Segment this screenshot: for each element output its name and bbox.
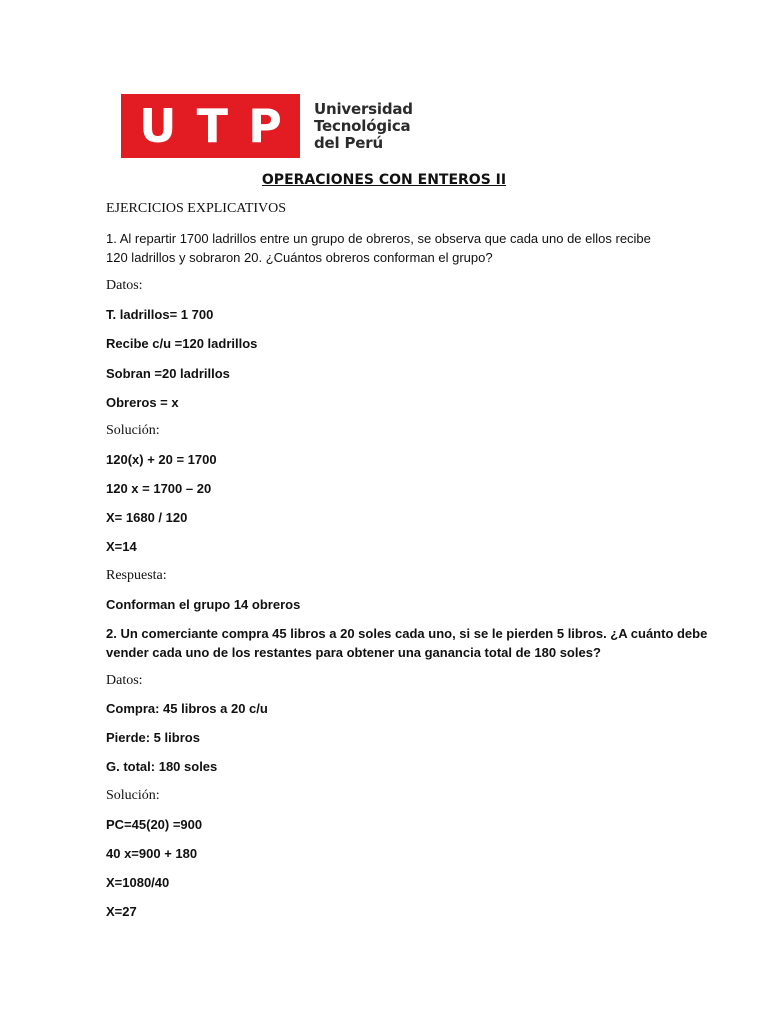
problem2-statement-line-2: vender cada uno de los restantes para obtener una ganancia total de 180 soles? [106,645,601,660]
problem2-solucion-label: Solución: [106,788,160,803]
logo-letter-t: T [196,99,228,153]
logo-letter-p: P [248,99,282,153]
problem1-solucion-label: Solución: [106,423,160,438]
problem2-solucion-step-2: 40 x=900 + 180 [106,846,198,861]
problem2-statement-line-1: 2. Un comerciante compra 45 libros a 20 soles cada uno, si se le pierden 5 libros. ¿A cuánto debe [106,626,708,641]
problem1-solucion-step-2: 120 x = 1700 – 20 [106,481,212,496]
problem1-datos-label: Datos: [106,278,143,293]
problem1-dato-3: Sobran =20 ladrillos [106,366,230,381]
university-name-line-3: del Perú [314,133,383,152]
problem2-dato-3: G. total: 180 soles [106,759,218,774]
problem2-datos-label: Datos: [106,673,143,688]
problem2-dato-1: Compra: 45 libros a 20 c/u [106,701,268,716]
logo-letter-u: U [139,99,177,153]
problem1-solucion-step-1: 120(x) + 20 = 1700 [106,452,217,467]
problem2-solucion-step-4: X=27 [106,904,137,919]
problem1-dato-4: Obreros = x [106,395,179,410]
problem2-dato-2: Pierde: 5 libros [106,730,200,745]
section-label: EJERCICIOS EXPLICATIVOS [106,201,287,216]
problem1-respuesta: Conforman el grupo 14 obreros [106,597,301,612]
problem1-statement-line-1: 1. Al repartir 1700 ladrillos entre un grupo de obreros, se observa que cada uno de ellos recibe [106,231,651,246]
problem1-solucion-step-3: X= 1680 / 120 [106,510,188,525]
university-name-line-2: Tecnológica [314,116,411,135]
problem2-solucion-step-1: PC=45(20) =900 [106,817,203,832]
problem1-statement-line-2: 120 ladrillos y sobraron 20. ¿Cuántos obreros conforman el grupo? [106,250,493,265]
problem1-solucion-step-4: X=14 [106,539,137,554]
problem1-dato-2: Recibe c/u =120 ladrillos [106,336,258,351]
problem1-dato-1: T. ladrillos= 1 700 [106,307,214,322]
university-name-line-1: Universidad [314,99,413,118]
utp-logo [121,94,413,158]
university-name [314,101,413,152]
utp-logo-block [121,94,300,158]
document-title: OPERACIONES CON ENTEROS II [261,172,507,188]
problem1-respuesta-label: Respuesta: [106,568,167,583]
problem2-solucion-step-3: X=1080/40 [106,875,170,890]
